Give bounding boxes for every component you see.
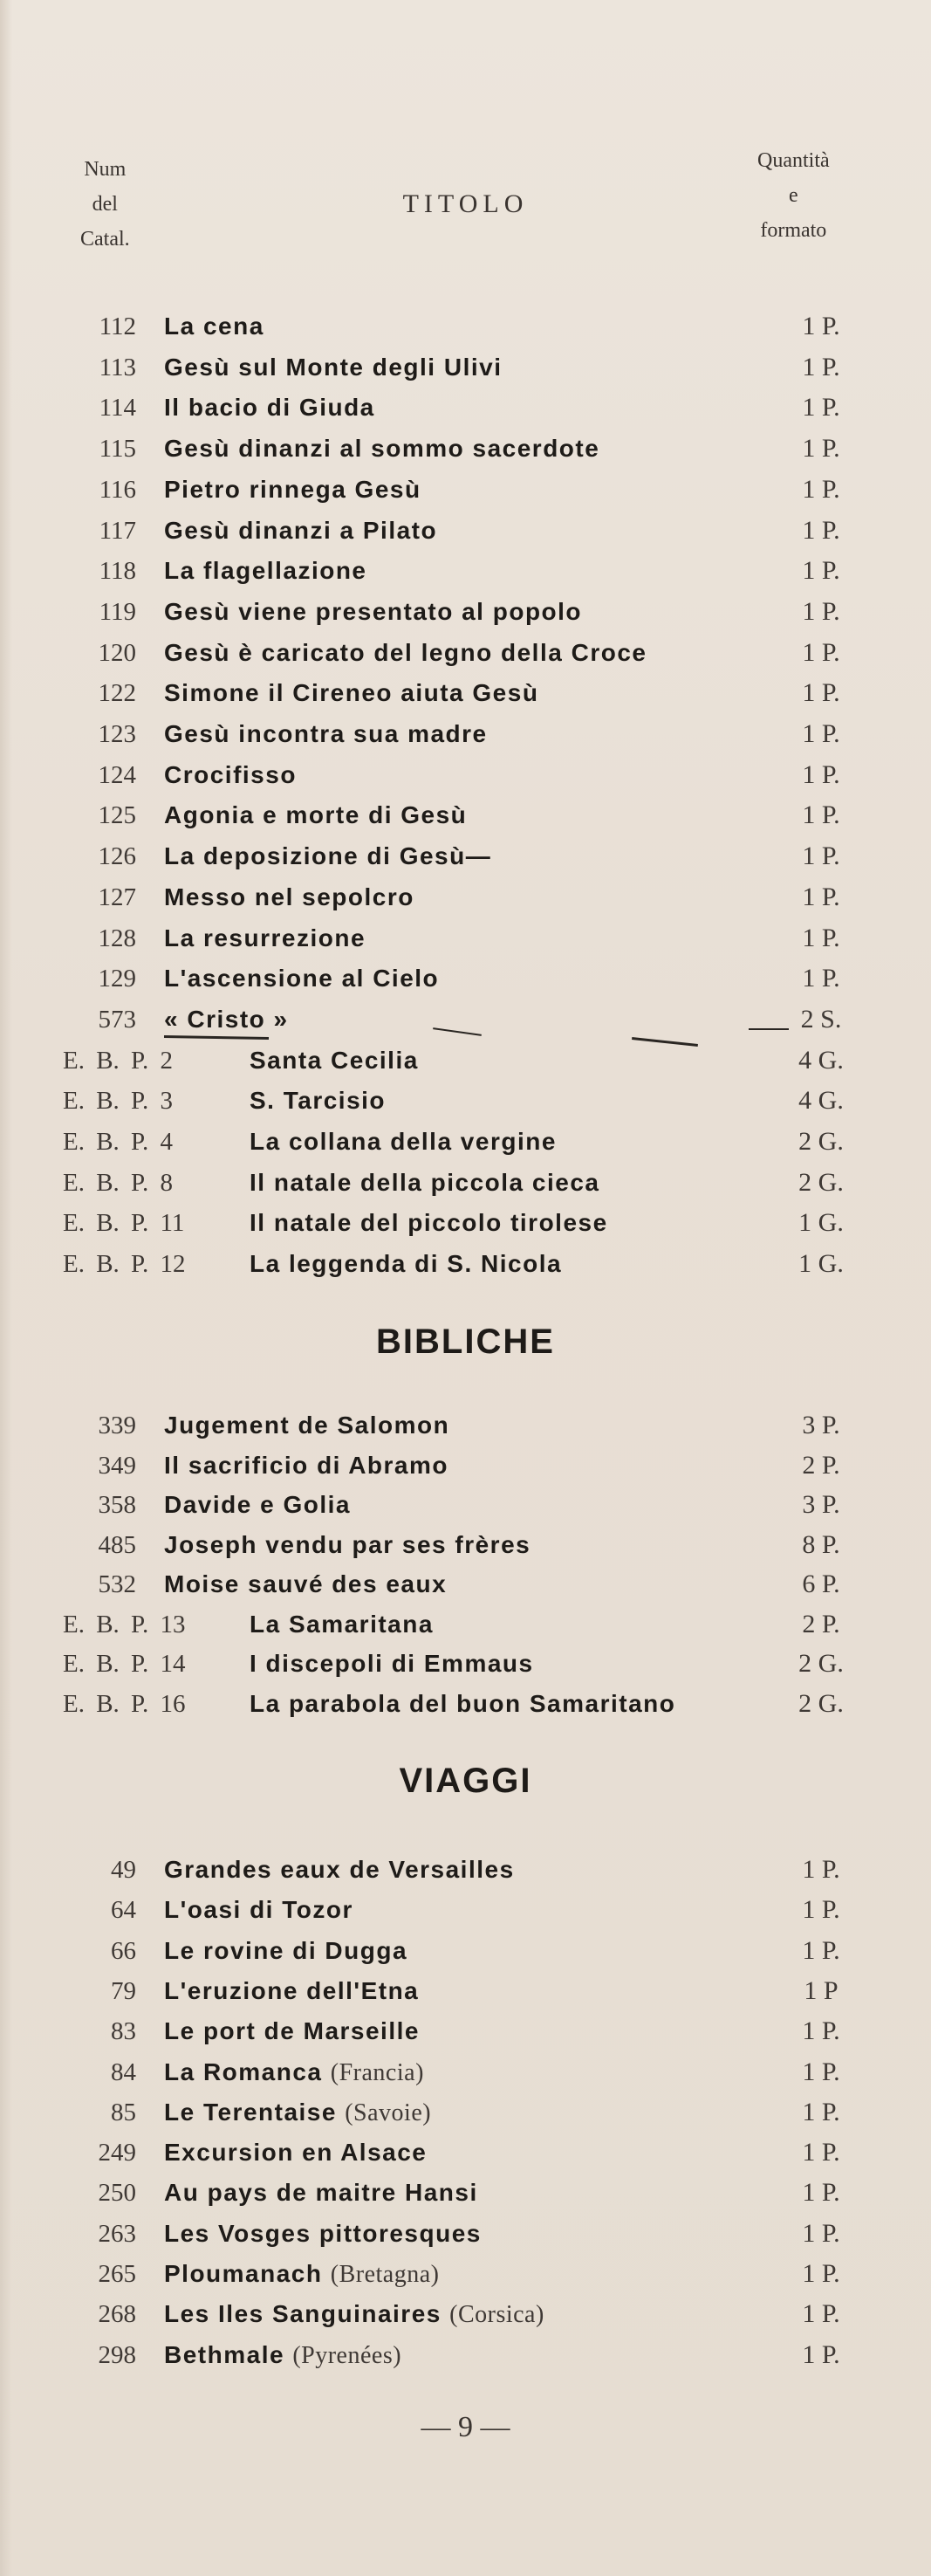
catalog-number: E. B. P. 11 — [63, 1209, 185, 1238]
catalog-title — [250, 1684, 675, 1724]
catalog-number: 84 — [111, 2057, 136, 2086]
catalog-quantity: 1 P. — [802, 1935, 840, 1965]
section-heading-viaggi: VIAGGI — [399, 1762, 532, 1800]
catalog-quantity: 8 P. — [802, 1529, 840, 1559]
catalog-number: 124 — [98, 760, 136, 789]
catalog-number: 573 — [98, 1005, 136, 1034]
catalog-row — [0, 592, 931, 632]
catalog-title — [164, 1446, 448, 1486]
catalog-title — [164, 551, 367, 591]
catalog-title-text: La parabola del buon Samaritano — [250, 1689, 676, 1717]
catalog-title-text: La deposizione di Gesù— — [164, 842, 492, 870]
catalog-row — [0, 2092, 931, 2133]
catalog-title-text: Messo nel sepolcro — [164, 883, 414, 910]
catalog-row — [0, 1244, 931, 1284]
catalog-title — [164, 1931, 407, 1972]
catalog-title-text: Ploumanach — [164, 2260, 323, 2287]
header-title: TITOLO — [402, 189, 529, 218]
catalog-title — [164, 2335, 401, 2376]
catalog-quantity: 1 P. — [802, 596, 840, 626]
catalog-title-text: Grandes eaux de Versailles — [164, 1856, 515, 1883]
catalog-title — [164, 347, 503, 388]
catalog-number: E. B. P. 4 — [63, 1128, 173, 1156]
catalog-quantity: 1 G. — [798, 1208, 844, 1238]
catalog-title-text: Joseph vendu par ses frères — [164, 1530, 531, 1558]
catalog-title — [164, 429, 599, 469]
catalog-quantity: 1 P — [804, 1975, 839, 2005]
catalog-number: 118 — [99, 557, 136, 586]
catalog-number: 114 — [99, 394, 136, 422]
catalog-row — [0, 306, 931, 347]
catalog-title — [164, 1525, 531, 1565]
catalog-title-text: Il natale del piccolo tirolese — [250, 1209, 608, 1237]
catalog-title-text: La collana della vergine — [250, 1128, 557, 1155]
catalog-title — [164, 633, 647, 673]
catalog-number: 112 — [99, 313, 136, 340]
catalog-number: 127 — [98, 883, 136, 911]
catalog-title-text: La Samaritana — [250, 1610, 434, 1638]
catalog-row — [0, 918, 931, 958]
catalog-title-text: Simone il Cireneo aiuta Gesù — [164, 679, 539, 707]
catalog-row — [0, 2335, 931, 2375]
catalog-title — [250, 1122, 557, 1162]
catalog-quantity: 1 P. — [802, 352, 840, 381]
catalog-number: 113 — [99, 353, 136, 381]
catalog-number: 116 — [99, 475, 136, 504]
catalog-row — [0, 347, 931, 388]
catalog-row — [0, 2052, 931, 2092]
catalog-title-text: Bethmale — [164, 2340, 285, 2368]
catalog-row — [0, 1041, 931, 1081]
catalog-row — [0, 1684, 931, 1724]
catalog-number: 83 — [111, 2017, 136, 2046]
catalog-row — [0, 1564, 931, 1604]
catalog-number: 125 — [98, 801, 136, 830]
catalog-quantity: 2 G. — [798, 1688, 844, 1718]
catalog-quantity: 1 P. — [802, 882, 840, 911]
catalog-row — [0, 633, 931, 673]
catalog-title — [164, 1850, 515, 1891]
catalog-title-note: (Pyrenées) — [292, 2341, 402, 2369]
catalog-title-text: I discepoli di Emmaus — [250, 1650, 534, 1677]
catalog-title — [164, 2052, 424, 2093]
catalog-title-text: L'ascensione al Cielo — [164, 965, 440, 993]
catalog-number: 126 — [98, 842, 136, 871]
catalog-title-text: Gesù sul Monte degli Ulivi — [164, 353, 503, 381]
catalog-title-text: La Romanca — [164, 2057, 323, 2085]
catalog-title — [250, 1163, 599, 1203]
catalog-title-text: L'eruzione dell'Etna — [164, 1976, 420, 2004]
catalog-row — [0, 795, 931, 835]
catalog-row — [0, 958, 931, 999]
header-num-line: del — [92, 193, 118, 216]
catalog-number: 119 — [99, 597, 136, 626]
catalog-row — [0, 1525, 931, 1565]
page-number: — 9 — — [421, 2411, 510, 2443]
pencil-stroke-mark — [749, 1028, 789, 1030]
catalog-title-note: (Corsica) — [449, 2301, 544, 2329]
catalog-title-text: Crocifisso — [164, 760, 297, 788]
catalog-title-text: Au pays de maitre Hansi — [164, 2179, 478, 2207]
catalog-quantity: 2 G. — [798, 1167, 844, 1197]
catalog-title — [164, 795, 467, 835]
catalog-quantity: 2 G. — [798, 1127, 844, 1156]
header-num-line: Num — [84, 158, 127, 181]
catalog-title — [164, 1890, 353, 1931]
catalog-quantity: 1 P. — [802, 2339, 840, 2369]
catalog-title — [164, 999, 289, 1040]
catalog-title-text: Jugement de Salomon — [164, 1412, 450, 1439]
catalog-quantity: 1 P. — [802, 393, 840, 422]
catalog-quantity: 1 P. — [802, 2016, 840, 2046]
catalog-title — [164, 918, 366, 958]
catalog-quantity: 1 P. — [802, 678, 840, 708]
catalog-title-text: Gesù incontra sua madre — [164, 720, 488, 747]
catalog-quantity: 3 P. — [802, 1411, 840, 1439]
catalog-number: E. B. P. 16 — [63, 1689, 186, 1718]
catalog-number: 265 — [98, 2260, 136, 2288]
catalog-title-text: Il bacio di Giuda — [164, 394, 375, 422]
catalog-title-note: (Savoie) — [345, 2099, 432, 2126]
catalog-row — [0, 1163, 931, 1203]
catalog-title — [164, 2254, 439, 2295]
catalog-title — [164, 836, 491, 876]
catalog-number: 128 — [98, 924, 136, 952]
catalog-title-text: Il natale della piccola cieca — [250, 1168, 600, 1196]
catalog-quantity: 2 P. — [802, 1609, 840, 1638]
catalog-row — [0, 551, 931, 591]
catalog-number: 85 — [111, 2098, 136, 2126]
catalog-number: 120 — [98, 638, 136, 667]
catalog-title-text: Gesù dinanzi al sommo sacerdote — [164, 435, 600, 463]
catalog-number: 250 — [98, 2179, 136, 2208]
catalog-row — [0, 1203, 931, 1243]
catalog-row — [0, 2254, 931, 2294]
catalog-quantity: 2 G. — [798, 1649, 844, 1678]
catalog-title-text: Les Vosges pittoresques — [164, 2219, 482, 2247]
catalog-title — [164, 470, 421, 510]
catalog-quantity: 1 P. — [802, 800, 840, 830]
catalog-number: 117 — [99, 516, 136, 545]
section-heading-bibliche: BIBLICHE — [376, 1322, 555, 1361]
catalog-title-text: Le port de Marseille — [164, 2017, 420, 2045]
catalog-number: 115 — [99, 435, 136, 464]
catalog-title-note: (Francia) — [330, 2058, 424, 2086]
catalog-number: 263 — [98, 2219, 136, 2248]
catalog-title — [164, 2092, 431, 2133]
catalog-number: E. B. P. 12 — [63, 1250, 186, 1279]
catalog-title-text: Les Iles Sanguinaires — [164, 2300, 442, 2328]
catalog-row — [0, 388, 931, 428]
catalog-title — [164, 1485, 351, 1525]
catalog-quantity: 1 P. — [802, 2259, 840, 2288]
catalog-number: 349 — [98, 1451, 136, 1480]
catalog-quantity: 2 P. — [802, 1450, 840, 1480]
catalog-title-text: Le rovine di Dugga — [164, 1936, 408, 1964]
catalog-title — [250, 1041, 419, 1081]
catalog-title — [164, 2294, 544, 2335]
catalog-quantity: 1 P. — [802, 2097, 840, 2126]
catalog-quantity: 4 G. — [798, 1045, 844, 1075]
catalog-row — [0, 1081, 931, 1121]
catalog-title — [164, 388, 375, 428]
catalog-number: 268 — [98, 2300, 136, 2329]
catalog-title-text: « Cristo » — [164, 1005, 289, 1033]
catalog-number: 485 — [98, 1530, 136, 1559]
catalog-row — [0, 836, 931, 876]
header-num-line: Catal. — [80, 228, 130, 251]
catalog-title — [250, 1081, 386, 1121]
catalog-quantity: 1 P. — [802, 637, 840, 667]
catalog-row — [0, 1971, 931, 2011]
catalog-quantity: 1 P. — [802, 2138, 840, 2167]
catalog-row — [0, 1644, 931, 1684]
catalog-title-text: Moise sauvé des eaux — [164, 1570, 448, 1597]
catalog-number: 49 — [111, 1856, 136, 1884]
catalog-title-text: Gesù è caricato del legno della Croce — [164, 638, 647, 666]
catalog-quantity: 1 P. — [802, 2057, 840, 2086]
catalog-row — [0, 1890, 931, 1930]
catalog-title-text: Agonia e morte di Gesù — [164, 801, 468, 829]
catalog-row — [0, 1485, 931, 1525]
catalog-quantity: 1 P. — [802, 759, 840, 789]
catalog-number: 66 — [111, 1936, 136, 1965]
catalog-number: 339 — [98, 1412, 136, 1439]
catalog-title — [164, 1405, 449, 1446]
catalog-title — [250, 1604, 434, 1645]
catalog-title-text: La cena — [164, 313, 264, 340]
catalog-quantity: 1 P. — [802, 474, 840, 504]
catalog-row — [0, 1931, 931, 1971]
catalog-quantity: 1 P. — [802, 2299, 840, 2329]
catalog-row — [0, 673, 931, 713]
catalog-title-note: (Bretagna) — [330, 2261, 440, 2288]
catalog-quantity: 1 P. — [802, 719, 840, 748]
catalog-row — [0, 2173, 931, 2213]
catalog-quantity: 1 P. — [802, 2218, 840, 2248]
catalog-title — [164, 1564, 447, 1604]
catalog-row — [0, 1122, 931, 1162]
catalog-quantity: 1 P. — [802, 841, 840, 871]
catalog-row — [0, 429, 931, 469]
catalog-title-text: La flagellazione — [164, 557, 367, 585]
catalog-title-text: La leggenda di S. Nicola — [250, 1250, 563, 1278]
catalog-title — [164, 877, 414, 917]
catalog-quantity: 4 G. — [798, 1086, 844, 1116]
catalog-number: 249 — [98, 2139, 136, 2167]
header-qty-line: formato — [760, 219, 827, 242]
catalog-number: E. B. P. 3 — [63, 1087, 173, 1116]
catalog-title-text: Santa Cecilia — [250, 1046, 419, 1074]
catalog-row — [0, 2011, 931, 2051]
catalog-title — [164, 1971, 419, 2012]
catalog-title — [164, 306, 264, 347]
catalog-title — [164, 511, 437, 551]
catalog-number: 123 — [98, 720, 136, 748]
catalog-number: E. B. P. 8 — [63, 1168, 173, 1197]
catalog-quantity: 1 P. — [802, 312, 840, 340]
header-qty-column — [757, 143, 830, 248]
catalog-title-text: Gesù viene presentato al popolo — [164, 597, 583, 625]
catalog-row — [0, 755, 931, 795]
catalog-title-text: Pietro rinnega Gesù — [164, 475, 421, 503]
catalog-quantity: 1 P. — [802, 1895, 840, 1925]
catalog-title-text: Le Terentaise — [164, 2098, 337, 2126]
catalog-quantity: 1 P. — [802, 434, 840, 464]
catalog-row — [0, 714, 931, 754]
catalog-number: 64 — [111, 1896, 136, 1925]
catalog-number: 298 — [98, 2340, 136, 2369]
catalog-row — [0, 470, 931, 510]
catalog-row — [0, 2294, 931, 2334]
catalog-title-text: Davide e Golia — [164, 1491, 351, 1518]
catalog-title — [164, 2214, 482, 2255]
catalog-number: 358 — [98, 1491, 136, 1519]
catalog-title — [250, 1203, 608, 1243]
header-qty-line: Quantità — [757, 149, 830, 172]
catalog-number: 532 — [98, 1570, 136, 1598]
catalog-title — [250, 1644, 534, 1684]
catalog-quantity: 1 P. — [802, 964, 840, 993]
catalog-row — [0, 1405, 931, 1446]
catalog-quantity: 1 P. — [802, 2178, 840, 2208]
catalog-number: E. B. P. 2 — [63, 1046, 173, 1075]
catalog-number: 79 — [111, 1976, 136, 2005]
catalog-quantity: 2 S. — [800, 1004, 842, 1034]
catalog-title-text: S. Tarcisio — [250, 1087, 387, 1115]
catalog-quantity: 1 P. — [802, 923, 840, 952]
header-qty-line: e — [788, 184, 798, 207]
catalog-row — [0, 1604, 931, 1645]
catalog-title — [164, 2173, 478, 2214]
catalog-title — [164, 592, 582, 632]
catalog-quantity: 3 P. — [802, 1490, 840, 1519]
catalog-quantity: 6 P. — [802, 1570, 840, 1598]
catalog-row — [0, 2214, 931, 2254]
catalog-number: E. B. P. 14 — [63, 1650, 186, 1678]
catalog-quantity: 1 P. — [802, 1855, 840, 1884]
catalog-number: 129 — [98, 965, 136, 993]
catalog-title — [164, 2133, 427, 2174]
catalog-quantity: 1 G. — [798, 1249, 844, 1279]
catalog-number: 122 — [98, 679, 136, 708]
catalog-row — [0, 877, 931, 917]
catalog-title — [164, 673, 538, 713]
catalog-number: E. B. P. 13 — [63, 1610, 186, 1638]
catalog-title — [164, 755, 297, 795]
catalog-title-text: Gesù dinanzi a Pilato — [164, 516, 438, 544]
catalog-quantity: 1 P. — [802, 515, 840, 545]
catalog-quantity: 1 P. — [802, 556, 840, 586]
catalog-title — [164, 2011, 420, 2052]
catalog-title — [250, 1244, 562, 1284]
catalog-title — [164, 958, 439, 999]
catalog-row — [0, 511, 931, 551]
catalog-row — [0, 1850, 931, 1890]
catalog-row — [0, 1446, 931, 1486]
catalog-title-text: L'oasi di Tozor — [164, 1896, 353, 1924]
catalog-title-text: Il sacrificio di Abramo — [164, 1451, 448, 1479]
catalog-row — [0, 2133, 931, 2173]
catalog-title-text: La resurrezione — [164, 924, 366, 951]
catalog-title-text: Excursion en Alsace — [164, 2139, 428, 2167]
catalog-title — [164, 714, 488, 754]
